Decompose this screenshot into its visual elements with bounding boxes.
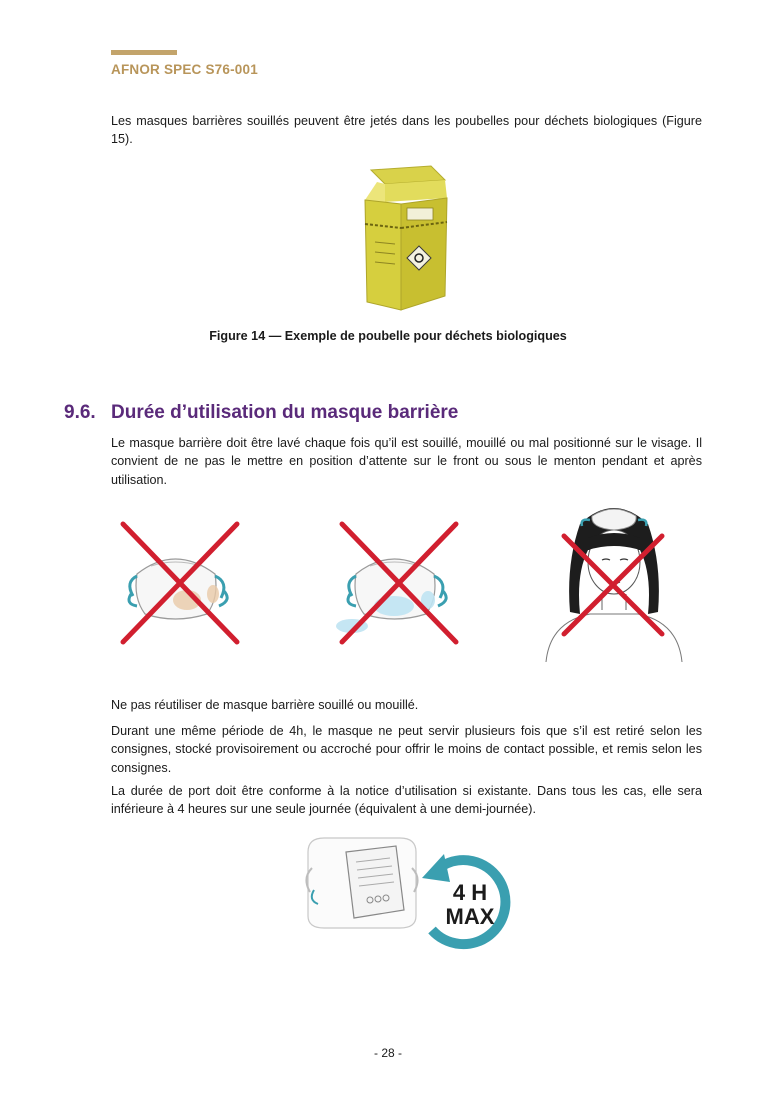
- header-rule: [111, 50, 177, 55]
- section-paragraph-3: Durant une même période de 4h, le masque ne peut servir plusieurs fois que s’il est retiré selon les consignes, stocké provisoirement ou accroché pour offrir le moins de contact possible, et remis selon les consignes.: [111, 724, 702, 775]
- timer-line-2: MAX: [445, 904, 495, 929]
- intro-paragraph: Les masques barrières souillés peuvent être jetés dans les poubelles pour déchets biologiques (Figure 15).: [111, 114, 702, 147]
- soiled-mask-crossed-illustration: [115, 518, 245, 646]
- timer-line-1: 4 H: [452, 880, 488, 905]
- wet-mask-crossed-illustration: [334, 518, 464, 646]
- figure-14-caption: Figure 14 — Exemple de poubelle pour déchets biologiques: [209, 329, 567, 343]
- four-hour-timer-icon: [414, 852, 524, 956]
- section-paragraph-1: Le masque barrière doit être lavé chaque fois qu’il est souillé, mouillé ou mal positionné sur le visage. Il convient de ne pas le mettre en position d’attente sur le front ou sous le menton pendant et après utilisation.: [111, 436, 702, 487]
- document-reference: AFNOR SPEC S76-001: [111, 62, 258, 77]
- section-paragraph-2: Ne pas réutiliser de masque barrière souillé ou mouillé.: [111, 698, 419, 712]
- mask-on-forehead-crossed-illustration: [540, 494, 688, 662]
- section-number: 9.6.: [64, 402, 96, 423]
- section-title: Durée d’utilisation du masque barrière: [111, 402, 459, 423]
- biohazard-bin-illustration: [355, 162, 455, 312]
- page-number: - 28 -: [373, 1046, 402, 1060]
- section-paragraph-4: La durée de port doit être conforme à la notice d’utilisation si existante. Dans tous les cas, elle sera inférieure à 4 heures sur une seule journée (équivalent à une demi-journée).: [111, 784, 702, 817]
